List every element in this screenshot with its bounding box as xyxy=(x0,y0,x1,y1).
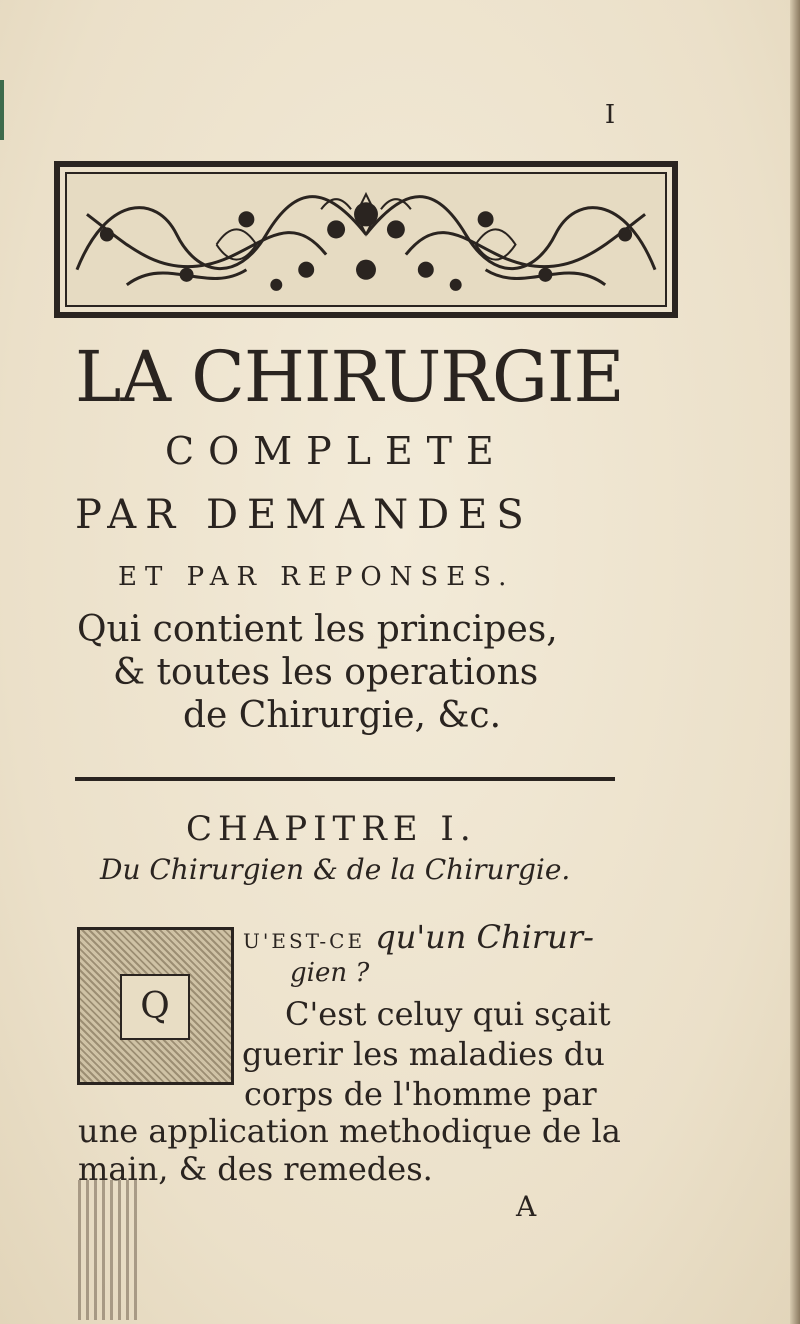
body-line-1-smallcaps: U'EST-CE xyxy=(243,929,366,953)
decorated-initial xyxy=(77,927,234,1085)
chapter-heading: CHAPITRE I. xyxy=(186,809,477,849)
body-line-1-italic: qu'un Chirur- xyxy=(365,918,594,956)
body-line-3: C'est celuy qui sçait xyxy=(285,995,611,1033)
body-line-1 xyxy=(243,918,623,956)
body-line-7: main, & des remedes. xyxy=(78,1150,433,1188)
body-line-6: une application methodique de la xyxy=(78,1112,621,1150)
body-line-4: guerir les maladies du xyxy=(242,1035,605,1073)
description-line-3: de Chirurgie, &c. xyxy=(183,695,502,736)
signature-mark: A xyxy=(516,1190,537,1223)
page-number: I xyxy=(604,100,616,130)
page-edge-right xyxy=(790,0,800,1324)
description-line-2: & toutes les operations xyxy=(113,652,539,693)
body-line-2: gien ? xyxy=(290,958,370,988)
initial-letter: Q xyxy=(120,974,190,1040)
chapter-subtitle: Du Chirurgien & de la Chirurgie. xyxy=(100,853,571,886)
description-line-1: Qui contient les principes, xyxy=(77,609,558,650)
book-title: LA CHIRURGIE xyxy=(75,336,624,418)
body-line-5: corps de l'homme par xyxy=(244,1075,597,1113)
ink-stain xyxy=(78,1180,140,1320)
title-line-3: PAR DEMANDES xyxy=(75,492,533,538)
title-line-2: COMPLETE xyxy=(165,429,508,473)
section-divider-rule xyxy=(75,777,615,781)
page-edge-left xyxy=(0,80,4,140)
floral-ornament-icon xyxy=(67,174,665,305)
title-line-4: ET PAR REPONSES. xyxy=(118,562,515,592)
floral-headpiece-ornament xyxy=(54,161,678,318)
